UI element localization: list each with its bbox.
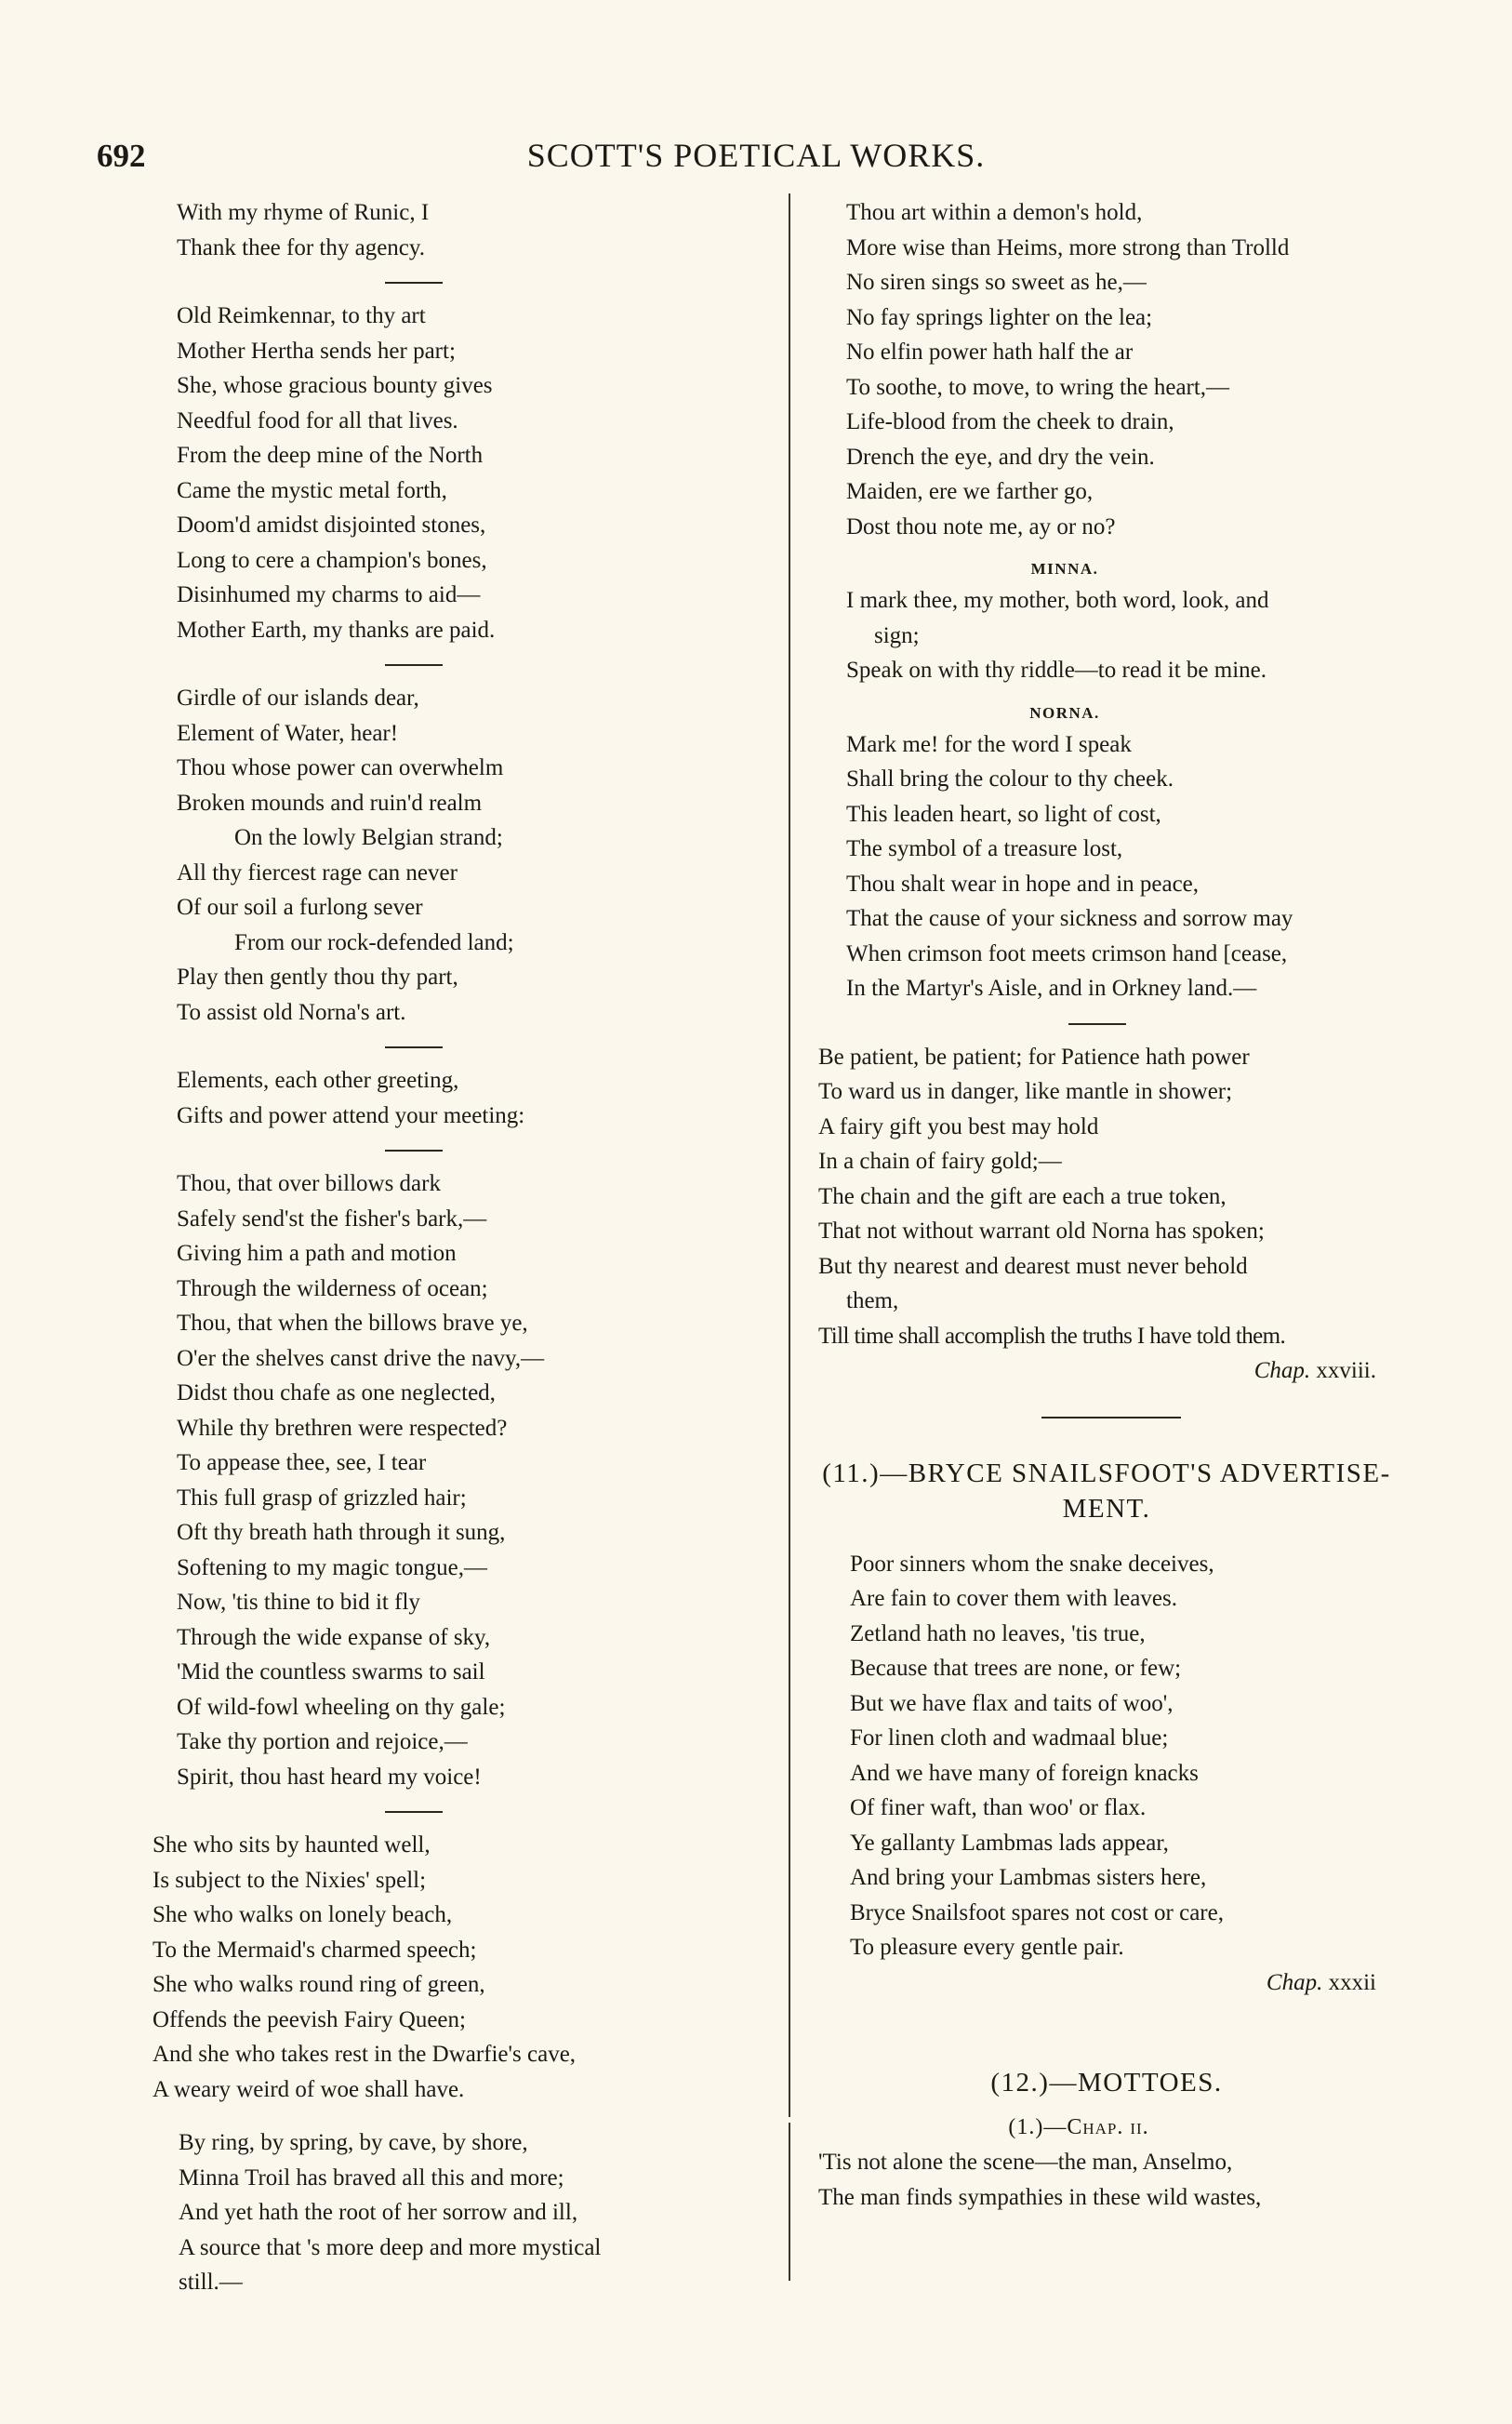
verse-line: This full grasp of grizzled hair;	[177, 1485, 467, 1511]
verse-line: 'Mid the countless swarms to sail	[177, 1659, 485, 1685]
verse-line: Element of Water, hear!	[177, 720, 399, 746]
advertisement-poem	[850, 1547, 1451, 1965]
verse-line: still.—	[179, 2270, 243, 2295]
verse-line: Ye gallanty Lambmas lads appear,	[850, 1830, 1169, 1856]
stanza-separator	[177, 265, 781, 299]
verse-line: Now, 'tis thine to bid it fly	[177, 1590, 420, 1615]
verse-line: To appease thee, see, I tear	[177, 1450, 427, 1475]
verse-line: Play then gently thou thy part,	[177, 965, 458, 990]
verse-line: Safely send'st the fisher's bark,—	[177, 1205, 487, 1232]
chapter-number: xxxii	[1328, 1969, 1376, 1995]
verse-line: Girdle of our islands dear,	[177, 686, 419, 711]
verse-line: Old Reimkennar, to thy art	[177, 303, 426, 328]
verse-line: Long to cere a champion's bones,	[177, 547, 487, 573]
verse-line: Thou, that over billows dark	[177, 1171, 441, 1196]
verse-line: To the Mermaid's charmed speech;	[153, 1937, 477, 1963]
verse-line: Thou, that when the billows brave ye,	[177, 1311, 528, 1336]
verse-line: To pleasure every gentle pair.	[850, 1935, 1124, 1960]
speaker-label-norna: NORNA.	[1029, 703, 1100, 722]
motto-verse	[818, 2145, 1451, 2215]
verse-line: them,	[846, 1288, 899, 1313]
verse-line: When crimson foot meets crimson hand [cease,	[846, 940, 1288, 966]
stanza-ring	[179, 2125, 792, 2300]
right-column	[818, 195, 1451, 2215]
stanza-separator	[177, 1030, 781, 1063]
verse-line: Softening to my magic tongue,—	[177, 1554, 487, 1580]
verse-line: And we have many of foreign knacks	[850, 1760, 1199, 1786]
verse-line: And she who takes rest in the Dwarfie's cave,	[153, 2042, 577, 2067]
chapter-number: xxviii.	[1316, 1358, 1376, 1383]
verse-line: She who walks round ring of green,	[153, 1972, 485, 1997]
verse-line: By ring, by spring, by cave, by shore,	[179, 2130, 528, 2155]
verse-line: From our rock-defended land;	[234, 929, 514, 955]
verse-line: To assist old Norna's art.	[177, 999, 406, 1025]
verse-line: Spirit, thou hast heard my voice!	[177, 1764, 482, 1790]
verse-line: That not without warrant old Norna has spoken;	[818, 1219, 1265, 1244]
stanza-patient	[818, 1040, 1451, 1354]
motto-subheading: (1.)—Chap. ii.	[1008, 2115, 1149, 2139]
verse-line: Take thy portion and rejoice,—	[177, 1729, 468, 1754]
chapter-reference	[818, 1353, 1451, 1389]
verse-line: I mark thee, my mother, both word, look, and	[846, 588, 1269, 613]
verse-line: While thy brethren were respected?	[177, 1415, 508, 1441]
verse-line: For linen cloth and wadmaal blue;	[850, 1725, 1169, 1751]
verse-line: The chain and the gift are each a true token,	[818, 1183, 1227, 1209]
chapter-abbrev: Chap.	[1266, 1969, 1323, 1995]
section-title-12: (12.)—MOTTOES.	[990, 2068, 1223, 2098]
stanza-elements	[177, 1063, 781, 1133]
verse-line: She, whose gracious bounty gives	[177, 373, 493, 398]
verse-line: The man finds sympathies in these wild wastes,	[818, 2184, 1262, 2210]
verse-line: And yet hath the root of her sorrow and ill,	[179, 2200, 578, 2225]
stanza-girdle	[177, 681, 781, 1030]
stanza-separator	[177, 647, 781, 681]
verse-line: Thou shalt wear in hope and in peace,	[846, 871, 1200, 897]
running-title: SCOTT'S POETICAL WORKS.	[526, 137, 986, 174]
norna-speech	[846, 727, 1451, 1006]
verse-line: sign;	[874, 622, 920, 648]
verse-line: And bring your Lambmas sisters here,	[850, 1865, 1207, 1890]
verse-line: With my rhyme of Runic, I	[177, 200, 430, 225]
verse-line: No elfin power hath half the ar	[846, 340, 1134, 365]
verse-line: Maiden, ere we farther go,	[846, 479, 1094, 504]
verse-line: Because that trees are none, or few;	[850, 1656, 1182, 1681]
verse-line: Shall bring the colour to thy cheek.	[846, 766, 1174, 792]
minna-speech	[846, 583, 1451, 688]
verse-line: Mark me! for the word I speak	[846, 731, 1132, 757]
stanza-haunted	[153, 1828, 781, 2107]
verse-line: Through the wide expanse of sky,	[177, 1624, 491, 1650]
verse-line: Are fain to cover them with leaves.	[850, 1586, 1177, 1611]
stanza-separator	[818, 1006, 1376, 1040]
chapter-reference	[818, 1965, 1451, 2001]
left-column	[153, 195, 781, 2107]
verse-line: A source that 's more deep and more mystical	[179, 2234, 602, 2260]
column-divider	[789, 193, 790, 2117]
verse-line: This leaden heart, so light of cost,	[846, 801, 1161, 827]
verse-line: The symbol of a treasure lost,	[846, 836, 1123, 861]
verse-line: But thy nearest and dearest must never behold	[818, 1253, 1248, 1279]
verse-line: A fairy gift you best may hold	[818, 1113, 1099, 1139]
section-divider	[1041, 1417, 1181, 1418]
verse-line: Poor sinners whom the snake deceives,	[850, 1551, 1214, 1577]
verse-line: Thou whose power can overwhelm	[177, 755, 504, 780]
stanza-billows	[177, 1166, 781, 1794]
verse-line: Elements, each other greeting,	[177, 1068, 459, 1093]
verse-line: Through the wilderness of ocean;	[177, 1275, 488, 1301]
section-title-line: (11.)—BRYCE SNAILSFOOT'S ADVERTISE-	[822, 1458, 1391, 1488]
verse-line: Came the mystic metal forth,	[177, 477, 447, 503]
verse-line: No fay springs lighter on the lea;	[846, 304, 1153, 330]
verse-line: Life-blood from the cheek to drain,	[846, 409, 1174, 434]
stanza-separator	[177, 1794, 781, 1828]
verse-line: In a chain of fairy gold;—	[818, 1149, 1062, 1174]
verse-line: Doom'd amidst disjointed stones,	[177, 513, 486, 538]
verse-line: But we have flax and taits of woo',	[850, 1690, 1174, 1716]
verse-line: To soothe, to move, to wring the heart,—	[846, 374, 1230, 400]
verse-line: A weary weird of woe shall have.	[153, 2076, 465, 2102]
verse-line: Drench the eye, and dry the vein.	[846, 444, 1155, 470]
verse-line: She who walks on lonely beach,	[153, 1902, 453, 1927]
stanza-reimkennar	[177, 299, 781, 647]
verse-line: On the lowly Belgian strand;	[234, 825, 503, 850]
verse-line: More wise than Heims, more strong than Trolld	[846, 234, 1290, 260]
verse-line: To ward us in danger, like mantle in shower;	[818, 1079, 1233, 1104]
verse-line: Thou art within a demon's hold,	[846, 200, 1143, 225]
verse-line: Didst thou chafe as one neglected,	[177, 1380, 496, 1405]
chapter-abbrev: Chap.	[1253, 1358, 1311, 1383]
verse-line: Of our soil a furlong sever	[177, 895, 423, 920]
stanza-demon	[846, 195, 1451, 544]
verse-line: Speak on with thy riddle—to read it be mine.	[846, 658, 1267, 683]
verse-line: Thank thee for thy agency.	[177, 234, 426, 260]
verse-line: 'Tis not alone the scene—the man, Anselmo,	[818, 2150, 1233, 2175]
verse-line: Disinhumed my charms to aid—	[177, 582, 481, 607]
verse-line: Till time shall accomplish the truths I have told them.	[818, 1323, 1286, 1349]
verse-line: From the deep mine of the North	[177, 443, 484, 468]
verse-line: Giving him a path and motion	[177, 1241, 457, 1266]
verse-line: Gifts and power attend your meeting:	[177, 1102, 525, 1128]
speaker-label-minna: MINNA.	[1030, 560, 1099, 578]
verse-line: All thy fiercest rage can never	[177, 859, 458, 886]
section-title-line: MENT.	[1062, 1493, 1151, 1524]
verse-line: O'er the shelves canst drive the navy,—	[177, 1345, 545, 1371]
verse-line: No siren sings so sweet as he,—	[846, 270, 1147, 295]
verse-line: Of wild-fowl wheeling on thy gale;	[177, 1694, 506, 1720]
verse-line: Broken mounds and ruin'd realm	[177, 790, 483, 816]
verse-line: Be patient, be patient; for Patience hath power	[818, 1044, 1250, 1070]
section-title-11	[818, 1456, 1451, 1526]
verse-line: Needful food for all that lives.	[177, 407, 458, 433]
stanza-separator	[177, 1133, 781, 1166]
verse-line: Dost thou note me, ay or no?	[846, 513, 1116, 539]
verse-line: Mother Earth, my thanks are paid.	[177, 617, 496, 643]
verse-line: She who sits by haunted well,	[153, 1832, 431, 1858]
verse-line: Bryce Snailsfoot spares not cost or care,	[850, 1899, 1224, 1925]
verse-line: Is subject to the Nixies' spell;	[153, 1867, 427, 1893]
verse-line: In the Martyr's Aisle, and in Orkney land.—	[846, 976, 1257, 1001]
page-number: 692	[97, 138, 146, 174]
verse-line: Mother Hertha sends her part;	[177, 338, 456, 364]
verse-line: Oft thy breath hath through it sung,	[177, 1520, 506, 1545]
verse-line: Minna Troil has braved all this and more;	[179, 2164, 564, 2191]
verse-line: That the cause of your sickness and sorrow may	[846, 906, 1293, 931]
verse-line: Of finer waft, than woo' or flax.	[850, 1795, 1147, 1820]
verse-line: Zetland hath no leaves, 'tis true,	[850, 1620, 1146, 1646]
verse-line: Offends the peevish Fairy Queen;	[153, 2006, 466, 2032]
